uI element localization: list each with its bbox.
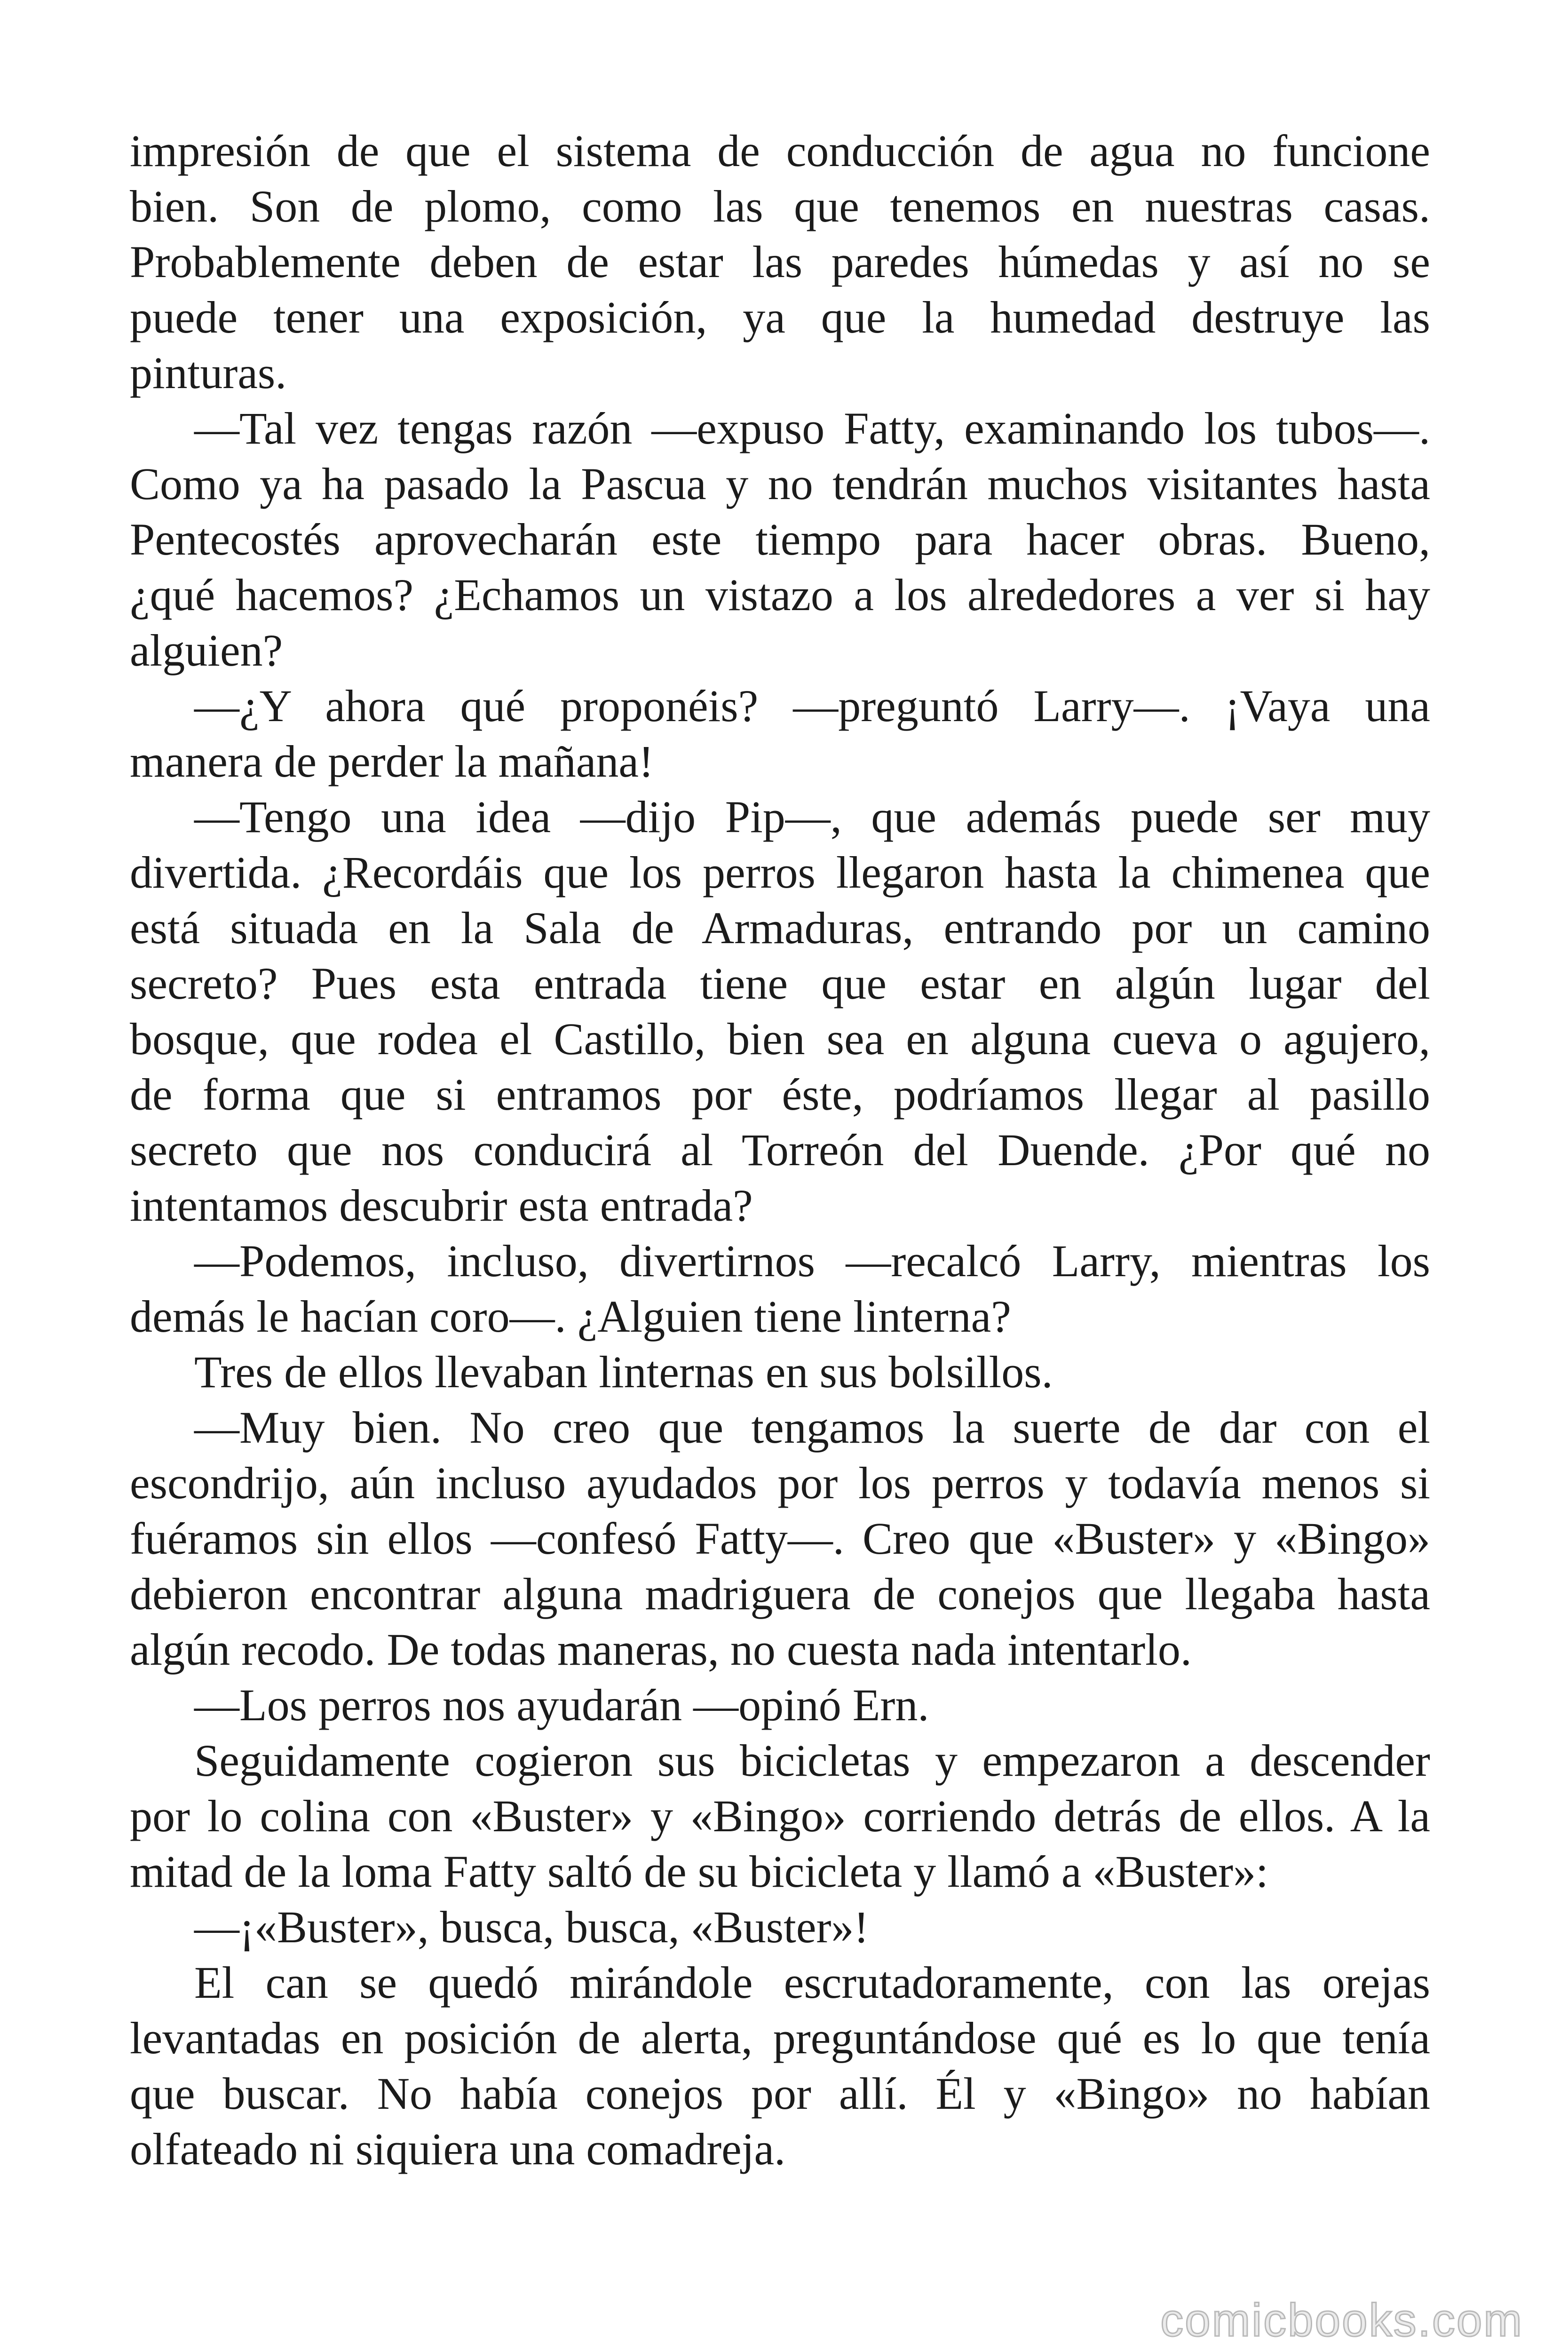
text-line: bosque, que rodea el Castillo, bien sea en alguna cueva o agujero, [130,1014,1430,1064]
text-line: pinturas. [130,348,287,398]
text-line: —Los perros nos ayudarán —opinó Ern. [194,1680,929,1730]
text-line: —¿Y ahora qué proponéis? —preguntó Larry—. ¡Vaya una [194,681,1430,731]
text-line: olfateado ni siquiera una comadreja. [130,2124,786,2174]
text-line: El can se quedó mirándole escrutadoramente, con las orejas [194,1957,1430,2008]
text-line: Tres de ellos llevaban linternas en sus bolsillos. [194,1347,1053,1397]
text-line: de forma que si entramos por éste, podríamos llegar al pasillo [130,1069,1430,1120]
paragraph [130,1677,1430,1733]
paragraph [130,1233,1430,1344]
text-line: —Tengo una idea —dijo Pip—, que además puede ser muy [194,792,1430,842]
text-line: manera de perder la mañana! [130,736,654,787]
text-line: ¿qué hacemos? ¿Echamos un vistazo a los alrededores a ver si hay [130,570,1430,620]
text-line: algún recodo. De todas maneras, no cuesta nada intentarlo. [130,1624,1192,1675]
text-line: —Podemos, incluso, divertirnos —recalcó Larry, mientras los [194,1236,1430,1286]
text-line: que buscar. No había conejos por allí. Él y «Bingo» no habían [130,2068,1430,2119]
paragraph [130,1899,1430,1955]
text-line: —Muy bien. No creo que tengamos la suerte de dar con el [194,1402,1430,1453]
paragraph [130,678,1430,789]
paragraph [130,1733,1430,1899]
text-line: demás le hacían coro—. ¿Alguien tiene linterna? [130,1291,1011,1342]
text-line: por lo colina con «Buster» y «Bingo» corriendo detrás de ellos. A la [130,1791,1430,1841]
text-line: Probablemente deben de estar las paredes húmedas y así no se [130,237,1430,287]
paragraph [130,1344,1430,1400]
text-line: —Tal vez tengas razón —expuso Fatty, examinando los tubos—. [194,403,1430,453]
text-line: levantadas en posición de alerta, preguntándose qué es lo que tenía [130,2013,1430,2063]
text-line: bien. Son de plomo, como las que tenemos en nuestras casas. [130,181,1430,231]
text-line: divertida. ¿Recordáis que los perros llegaron hasta la chimenea que [130,847,1430,898]
text-line: mitad de la loma Fatty saltó de su bicicleta y llamó a «Buster»: [130,1846,1268,1897]
text-line: escondrijo, aún incluso ayudados por los perros y todavía menos si [130,1458,1430,1508]
text-line: Pentecostés aprovecharán este tiempo para hacer obras. Bueno, [130,514,1430,564]
text-line: alguien? [130,625,283,675]
text-line: Seguidamente cogieron sus bicicletas y empezaron a descender [194,1735,1430,1786]
text-line: puede tener una exposición, ya que la humedad destruye las [130,292,1430,342]
paragraph [130,1955,1430,2177]
text-line: fuéramos sin ellos —confesó Fatty—. Creo que «Buster» y «Bingo» [130,1513,1430,1564]
watermark: comicbooks.com [1160,2294,1523,2346]
paragraph [130,1400,1430,1677]
text-line: secreto que nos conducirá al Torreón del Duende. ¿Por qué no [130,1125,1430,1175]
text-line: intentamos descubrir esta entrada? [130,1180,753,1231]
paragraph [130,789,1430,1233]
text-line: debieron encontrar alguna madriguera de conejos que llegaba hasta [130,1569,1430,1619]
text-line: secreto? Pues esta entrada tiene que estar en algún lugar del [130,958,1430,1009]
text-line: Como ya ha pasado la Pascua y no tendrán muchos visitantes hasta [130,459,1430,509]
page-text [130,123,1430,2177]
text-line: —¡«Buster», busca, busca, «Buster»! [194,1902,869,1952]
paragraph [130,401,1430,678]
text-line: impresión de que el sistema de conducción de agua no funcione [130,126,1430,176]
text-line: está situada en la Sala de Armaduras, entrando por un camino [130,903,1430,953]
paragraph [130,123,1430,401]
